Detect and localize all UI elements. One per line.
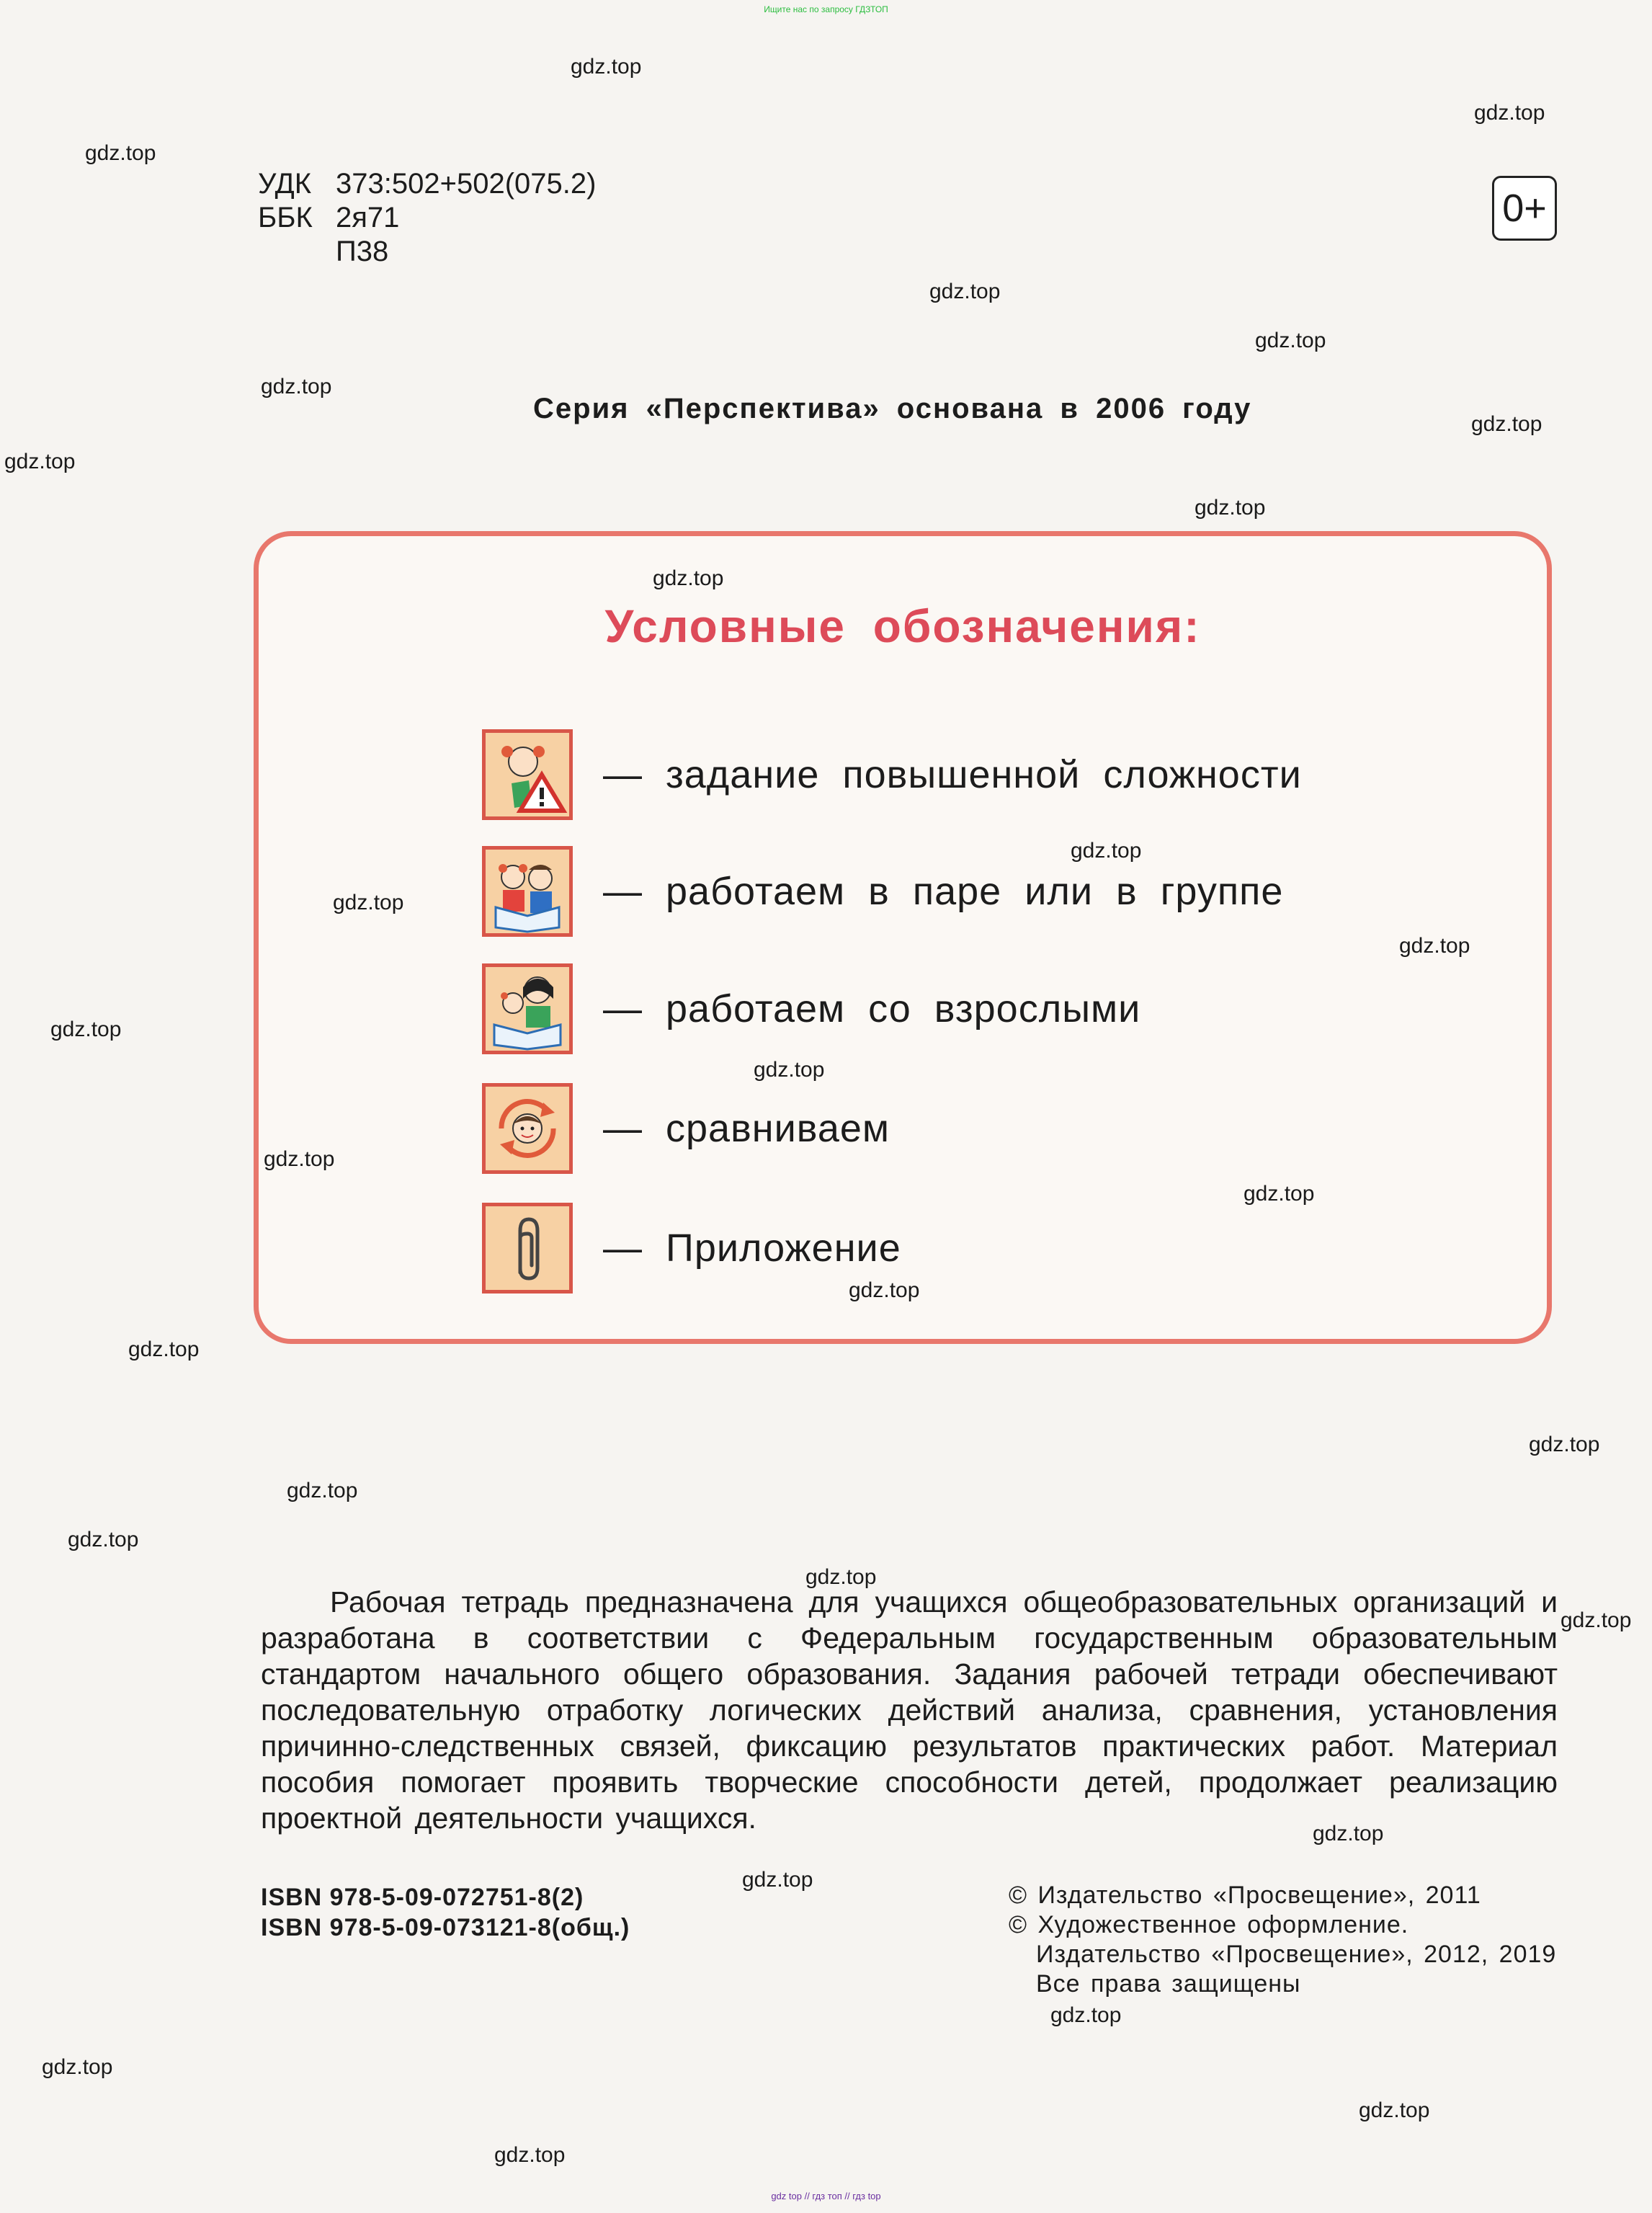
copyright-line: Издательство «Просвещение», 2012, 2019 — [1036, 1941, 1557, 1968]
watermark: gdz.top — [264, 1147, 335, 1171]
watermark: gdz.top — [754, 1058, 825, 1082]
legend-item — [482, 844, 1283, 939]
adult-reading-icon — [482, 963, 573, 1054]
watermark: gdz.top — [1313, 1822, 1384, 1845]
isbn-line: ISBN 978-5-09-073121-8(общ.) — [261, 1914, 630, 1941]
legend-item — [482, 961, 1140, 1056]
legend-frame — [254, 531, 1552, 1344]
watermark: gdz.top — [1561, 1608, 1632, 1632]
legend-item-label: — Приложение — [603, 1226, 901, 1270]
series-line: Серия «Перспектива» основана в 2006 году — [533, 393, 1252, 424]
watermark: gdz.top — [929, 280, 1001, 303]
watermark: gdz.top — [128, 1337, 200, 1361]
legend-title: Условные обозначения: — [604, 600, 1201, 652]
watermark: gdz.top — [1359, 2098, 1430, 2122]
legend-item — [482, 727, 1302, 822]
udk-line: УДК 373:502+502(075.2) — [258, 168, 597, 200]
watermark: gdz.top — [653, 566, 724, 590]
bbk-line: ББК 2я71 — [258, 202, 400, 233]
watermark: gdz.top — [50, 1018, 122, 1041]
legend-item-label: — работаем со взрослыми — [603, 987, 1141, 1030]
isbn-line: ISBN 978-5-09-072751-8(2) — [261, 1884, 584, 1911]
watermark: gdz.top — [333, 891, 404, 914]
copyright-line: © Художественное оформление. — [1009, 1911, 1409, 1938]
udk-block — [258, 167, 596, 269]
watermark: gdz.top — [85, 141, 156, 165]
watermark: gdz.top — [68, 1528, 139, 1551]
copyright-block — [1009, 1881, 1556, 1999]
watermark: gdz.top — [742, 1868, 813, 1892]
paperclip-icon — [482, 1203, 573, 1293]
watermark: gdz.top — [42, 2055, 113, 2079]
compare-cycle-icon — [482, 1083, 573, 1174]
watermark: gdz.top — [1071, 839, 1142, 863]
watermark: gdz.top — [571, 55, 642, 79]
header-note: Ищите нас по запросу ГДЗТОП — [764, 4, 888, 14]
footer-note: gdz top // гдз топ // гдз top — [771, 2191, 881, 2201]
age-rating-badge: 0+ — [1492, 176, 1557, 241]
watermark: gdz.top — [1529, 1433, 1600, 1456]
legend-item-label: — работаем в паре или в группе — [603, 870, 1284, 913]
watermark: gdz.top — [1471, 412, 1542, 436]
watermark: gdz.top — [1244, 1182, 1315, 1206]
watermark: gdz.top — [1399, 934, 1470, 958]
warning-girl-icon — [482, 729, 573, 820]
watermark: gdz.top — [805, 1565, 877, 1589]
watermark: gdz.top — [1474, 101, 1545, 125]
description-paragraph: Рабочая тетрадь предназначена для учащихся общеобразовательных организаций и разработана в соответствии с Федеральным государственным образовательным стандартом начального общего образования. Задания рабочей тетради обеспечивают последовательную отработку логических действий анализа, сравнения, установления причинно-следственных связей, фиксацию результатов практических работ. Материал пособия помогает проявить творческие способности детей, продолжает реализацию проектной деятельности учащихся. — [261, 1585, 1558, 1835]
watermark: gdz.top — [494, 2143, 566, 2167]
watermark: gdz.top — [1050, 2003, 1122, 2027]
watermark: gdz.top — [849, 1278, 920, 1302]
legend-item-label: — задание повышенной сложности — [603, 753, 1302, 796]
copyright-line: Все права защищены — [1036, 1970, 1301, 1998]
isbn-block — [261, 1882, 630, 1943]
copyright-line: © Издательство «Просвещение», 2011 — [1009, 1882, 1481, 1909]
legend-item-label: — сравниваем — [603, 1107, 890, 1150]
watermark: gdz.top — [4, 450, 76, 473]
watermark: gdz.top — [1195, 496, 1266, 520]
watermark: gdz.top — [1255, 329, 1326, 352]
author-mark-line: П38 — [336, 236, 389, 267]
pair-reading-icon — [482, 846, 573, 937]
legend-item — [482, 1081, 890, 1176]
legend-item — [482, 1201, 901, 1296]
watermark: gdz.top — [261, 375, 332, 398]
watermark: gdz.top — [287, 1479, 358, 1502]
